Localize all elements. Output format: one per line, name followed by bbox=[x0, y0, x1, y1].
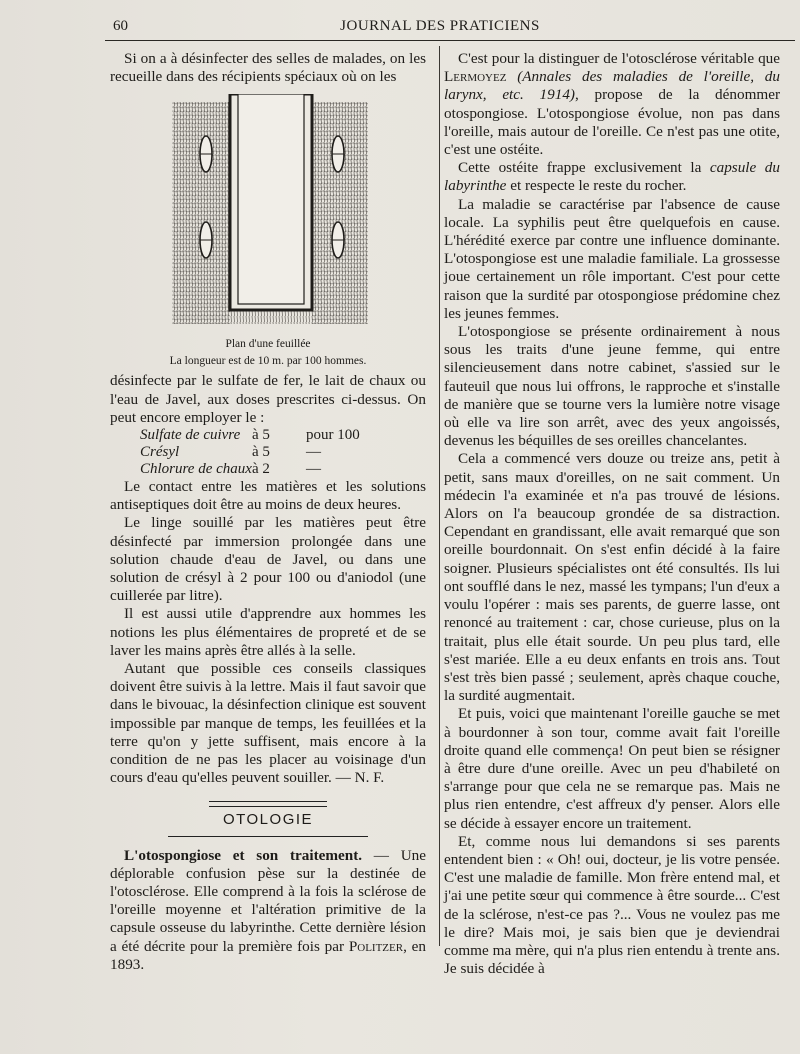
citation: (Annales des maladies de l'oreille, du larynx, etc. 1914) bbox=[444, 68, 780, 104]
paragraph bbox=[110, 847, 426, 974]
formula-row bbox=[140, 461, 426, 478]
latrine-plan-figure bbox=[110, 94, 426, 334]
formula-dose: — bbox=[306, 461, 321, 478]
author-name: Politzer bbox=[348, 937, 404, 955]
article-text: , propose de la dénommer otospongiose. L'otospongiose évolue, non pas dans l'oreille, mais autour de l'oreille. Ce n'est pas une otite, c'est une ostéite. bbox=[444, 86, 781, 159]
formula-substance: Chlorure de chaux bbox=[140, 461, 252, 478]
paragraph bbox=[444, 159, 780, 195]
paragraph bbox=[444, 50, 780, 159]
formula-row bbox=[140, 444, 426, 461]
formula-dose: pour 100 bbox=[306, 427, 360, 444]
paragraph: Et puis, voici que maintenant l'oreille gauche se met à bourdonner à son tour, comme avait fait l'oreille droite quand elle commença! On peut bien se résigner à être dure d'une oreille. Avec un peu d'habileté on s'arrange pour que cela ne se remarque pas. Mais ne plus rien entendre, c'est affreux d'y penser. Alors elle se décide à essayer encore un traitement. bbox=[444, 705, 780, 832]
column-divider bbox=[439, 46, 440, 946]
figure-caption-title: Plan d'une feuillée bbox=[225, 338, 311, 351]
formula-substance: Crésyl bbox=[140, 444, 180, 461]
paragraph: Il est aussi utile d'apprendre aux hommes les notions les plus élémentaires de propreté et de se laver les mains après être allés à la selle. bbox=[110, 605, 426, 659]
section-title: OTOLOGIE bbox=[222, 811, 314, 829]
formula-quantity: à 2 bbox=[252, 461, 270, 478]
author-name: Lermoyez bbox=[444, 68, 507, 86]
paragraph: Cela a commencé vers douze ou treize ans, petit à petit, sans maux d'oreilles, on ne sait comment. Un médecin l'a examinée et n'a pas trouvé de lésions. Alors on l'a beaucoup grondée de sa distraction. Cependant en grandissant, elle avait remarqué que son oreille bourdonnait. On s'est enfin décidé à la faire soigner. Plusieurs spécialistes ont été consultés. Ils lui ont soufflé dans le nez, massé les tympans; l'un d'eux a voulu l'opérer : mais ses parents, de guerre lasse, ont renoncé au traitement : car, chose curieuse, plus on la traitait, plus elle était sourde. Un peu plus tard, elle s'est mariée. Elle a eu deux enfants en trois ans. Tout s'est très bien passé ; seulement, après chaque couche, la surdité augmentait. bbox=[444, 450, 780, 705]
article-text: et respecte le reste du rocher. bbox=[506, 177, 687, 195]
page-number: 60 bbox=[113, 18, 128, 34]
emphasis: capsule du labyrinthe bbox=[444, 159, 780, 195]
paragraph: désinfecte par le sulfate de fer, le lait de chaux ou l'eau de Javel, aux doses prescrites ci-dessus. On peut encore employer le : bbox=[110, 372, 426, 426]
right-column bbox=[444, 50, 780, 978]
article-lead: L'otospongiose et son traitement. bbox=[124, 846, 363, 864]
formula-dose: — bbox=[306, 444, 321, 461]
article-text: C'est pour la distinguer de l'otosclérose véritable que bbox=[458, 50, 780, 67]
formula-quantity: à 5 bbox=[252, 427, 270, 444]
paragraph: La maladie se caractérise par l'absence de cause locale. La syphilis peut être quelquefois en cause. L'hérédité exerce par contre une influence dominante. L'otospongiose est une maladie familiale. La grossesse joue certainement un rôle important. C'est pour cette raison que la surdité par otospongiose prédomine chez les jeunes femmes. bbox=[444, 195, 780, 322]
figure-caption-detail: La longueur est de 10 m. par 100 hommes. bbox=[169, 355, 367, 368]
article-text: — Une déplorable confusion pèse sur la destinée de l'otosclérose. Elle comprend à la fois la sclérose de l'oreille moyenne et l'altération primitive de la capsule osseuse du labyrinthe. Cette dernière lésion a été décrite pour la première fois par bbox=[110, 846, 426, 955]
page-header bbox=[105, 14, 775, 40]
formula-substance: Sulfate de cuivre bbox=[140, 427, 241, 444]
header-rule bbox=[105, 40, 795, 41]
section-double-rule bbox=[209, 801, 327, 807]
paragraph: L'otospongiose se présente ordinairement à nous sous les traits d'une jeune femme, qui entre silencieusement dans notre cabinet, s'assied sur le fauteuil que nous lui offrons, le rapproche et s'installe de manière que se tourne vers la lumière notre visage où elle va lire son arrêt, avec des yeux angoissés, devenus les béquilles de ses oreilles chancelantes. bbox=[444, 323, 780, 450]
paragraph: Autant que possible ces conseils classiques doivent être suivis à la lettre. Mais il faut savoir que dans le bivouac, la désinfection clinique est souvent impossible par manque de temps, les feuillées et la terre qu'on y jette suffisent, mais encore à la condition de ne pas les placer au voisinage d'un cours d'eau qu'elles peuvent souiller. — N. F. bbox=[110, 660, 426, 787]
left-column bbox=[110, 50, 426, 974]
disinfectant-formula bbox=[140, 427, 426, 478]
paragraph: Si on a à désinfecter des selles de malades, on les recueille dans des récipients spéciaux où on les bbox=[110, 50, 426, 86]
latrine-plan-illustration bbox=[170, 94, 370, 330]
article-text: Cette ostéite frappe exclusivement la bbox=[458, 159, 710, 177]
paragraph: Le linge souillé par les matières peut être désinfecté par immersion prolongée dans une solution chaude d'eau de Javel, ou dans une solution de crésyl à 2 pour 100 ou d'aniodol (une cuillerée par litre). bbox=[110, 514, 426, 605]
formula-row bbox=[140, 427, 426, 444]
running-title: JOURNAL DES PRATICIENS bbox=[340, 18, 540, 34]
section-rule bbox=[168, 836, 368, 837]
paragraph: Le contact entre les matières et les solutions antiseptiques doit être au moins de deux heures. bbox=[110, 478, 426, 514]
formula-quantity: à 5 bbox=[252, 444, 270, 461]
article-text: , en 1893. bbox=[110, 937, 426, 973]
paragraph: Et, comme nous lui demandons si ses parents entendent bien : « Oh! oui, docteur, je lis votre pensée. C'est une maladie de famille. Mon frère entend mal, et j'ai une petite sœur qui commence à être sourde... C'est de la sclérose, n'est-ce pas ?... Vous ne voulez pas me le dire? Mais moi, je sais bien que je deviendrai comme ma mère, qui n'a plus rien entendu à trente ans. Je suis décidée à bbox=[444, 832, 780, 978]
